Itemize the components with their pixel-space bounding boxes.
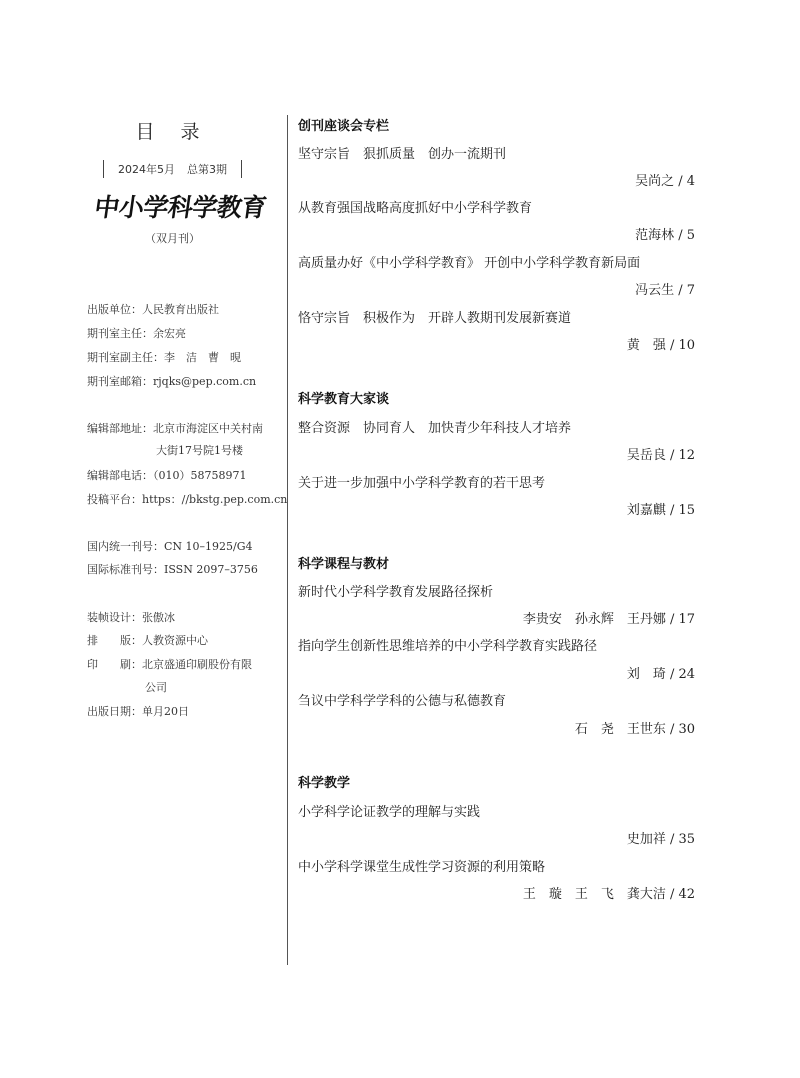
article-title[interactable]: 指向学生创新性思维培养的中小学科学教育实践路径 <box>298 639 598 654</box>
article-authors: 范海林 / 5 <box>635 228 695 243</box>
article-title[interactable]: 关于进一步加强中小学科学教育的若干思考 <box>298 476 546 491</box>
article-title[interactable]: 中小学科学课堂生成性学习资源的利用策略 <box>298 860 546 875</box>
issue-number: 总第3期 <box>187 163 227 176</box>
printer-line: 印 刷：北京盛通印刷股份有限 <box>87 658 252 671</box>
article-authors: 石 尧 王世东 / 30 <box>574 722 695 737</box>
address-line-2: 大街17号院1号楼 <box>156 444 243 457</box>
section-heading: 科学教学 <box>298 776 351 791</box>
contents-title: 目 录 <box>135 121 210 143</box>
journal-logo: 中小学科学教育 <box>92 193 269 222</box>
issue-info <box>103 160 242 178</box>
submission-platform-line: 投稿平台：https：//bkstg.pep.com.cn <box>87 493 288 506</box>
article-title[interactable]: 恪守宗旨 积极作为 开辟人教期刊发展新赛道 <box>298 311 572 326</box>
article-title[interactable]: 从教育强国战略高度抓好中小学科学教育 <box>298 201 533 216</box>
cn-number-line: 国内统一刊号：CN 10–1925/G4 <box>87 540 253 553</box>
masthead-sidebar <box>0 0 287 1078</box>
printer-line-2: 公司 <box>145 681 167 694</box>
article-title[interactable]: 新时代小学科学教育发展路径探析 <box>298 585 494 600</box>
publisher-line: 出版单位：人民教育出版社 <box>87 303 219 316</box>
design-line: 装帧设计：张傲冰 <box>87 611 175 624</box>
section-heading: 科学课程与教材 <box>298 557 390 572</box>
issue-date: 2024年5月 <box>118 163 175 176</box>
article-title[interactable]: 整合资源 协同育人 加快青少年科技人才培养 <box>298 421 572 436</box>
article-authors: 黄 强 / 10 <box>626 338 695 353</box>
article-authors: 史加祥 / 35 <box>626 832 695 847</box>
director-line: 期刊室主任：余宏亮 <box>87 327 186 340</box>
article-authors: 李贵安 孙永辉 王丹娜 / 17 <box>522 612 695 627</box>
article-title[interactable]: 高质量办好《中小学科学教育》 开创中小学科学教育新局面 <box>298 256 641 271</box>
article-title[interactable]: 坚守宗旨 狠抓质量 创办一流期刊 <box>298 147 507 162</box>
deputy-director-line: 期刊室副主任：李 洁 曹 晛 <box>87 351 241 364</box>
article-authors: 冯云生 / 7 <box>635 283 695 298</box>
address-line: 编辑部地址：北京市海淀区中关村南 <box>87 422 263 435</box>
article-authors: 吴岳良 / 12 <box>626 448 695 463</box>
issn-line: 国际标准刊号：ISSN 2097–3756 <box>87 563 258 576</box>
article-authors: 刘 琦 / 24 <box>626 667 695 682</box>
article-authors: 吴尚之 / 4 <box>635 174 695 189</box>
publication-date-line: 出版日期：单月20日 <box>87 705 189 718</box>
article-title[interactable]: 刍议中学科学学科的公德与私德教育 <box>298 694 507 709</box>
article-title[interactable]: 小学科学论证教学的理解与实践 <box>298 805 481 820</box>
section-heading: 创刊座谈会专栏 <box>298 119 390 134</box>
email-line: 期刊室邮箱：rjqks@pep.com.cn <box>87 375 257 388</box>
publication-frequency: （双月刊） <box>145 232 200 245</box>
article-authors: 刘嘉麒 / 15 <box>626 503 695 518</box>
typesetting-line: 排 版：人教资源中心 <box>87 634 208 647</box>
article-authors: 王 璇 王 飞 龚大洁 / 42 <box>522 887 695 902</box>
section-heading: 科学教育大家谈 <box>298 392 390 407</box>
column-divider <box>287 115 288 965</box>
phone-line: 编辑部电话：（010）58758971 <box>87 469 247 482</box>
